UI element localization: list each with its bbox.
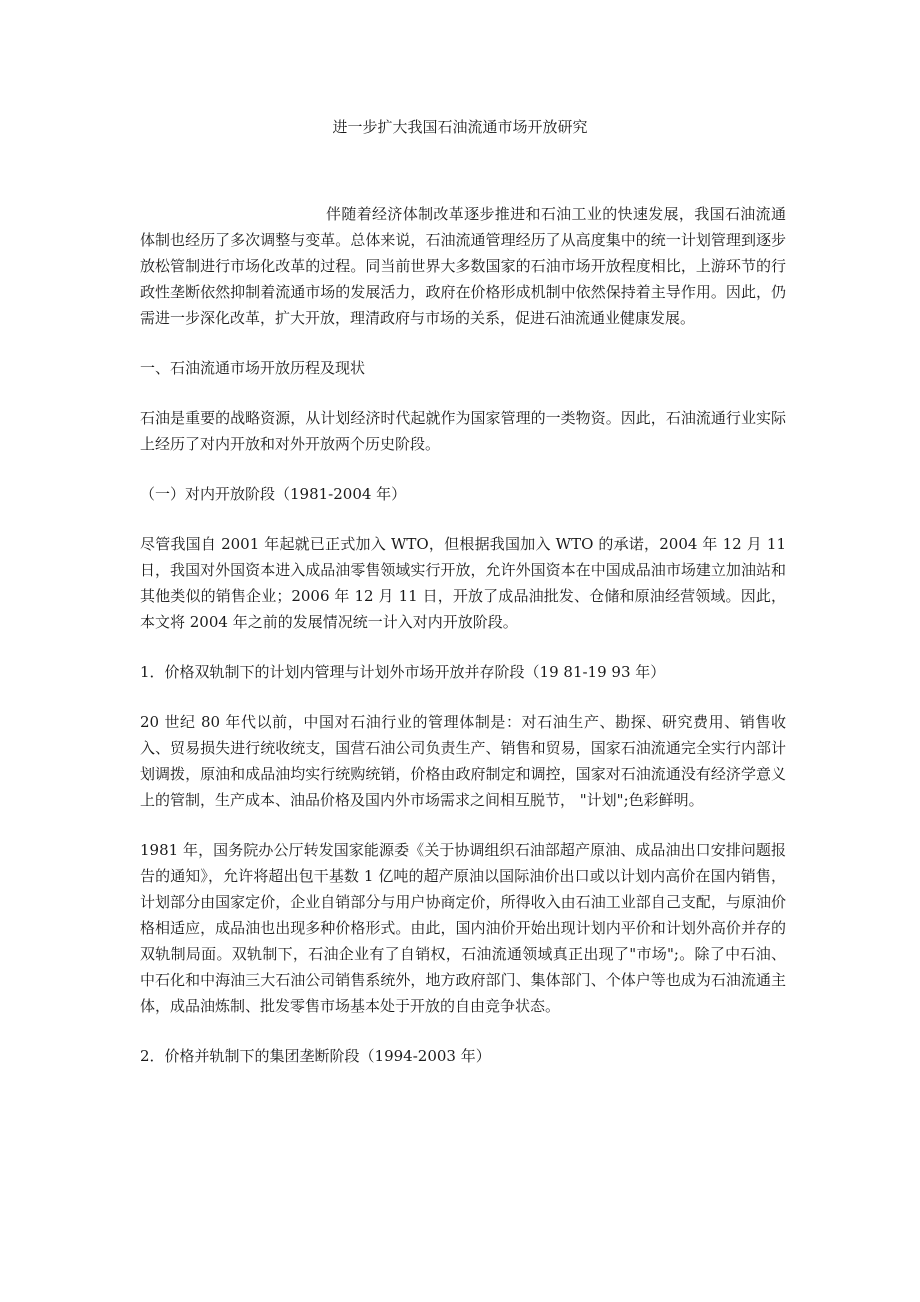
document-body xyxy=(140,201,786,1093)
document-title: 进一步扩大我国石油流通市场开放研究 xyxy=(332,118,588,136)
body-paragraph: 尽管我国自 2001 年起就已正式加入 WTO，但根据我国加入 WTO 的承诺，2004 年 12 月 11 日，我国对外国资本进入成品油零售领域实行开放，允许外国资本在中国成品油市场建立加油站和其他类似的销售企业；2006 年 12 月 11 日，开放了成品油批发、仓储和原油经营领域。因此，本文将 2004 年之前的发展情况统一计入对内开放阶段。 xyxy=(140,535,786,631)
subsection-heading-1: （一）对内开放阶段（1981-2004 年） xyxy=(140,485,407,503)
body-paragraph: 20 世纪 80 年代以前，中国对石油行业的管理体制是：对石油生产、勘探、研究费用、销售收入、贸易损失进行统收统支，国营石油公司负责生产、销售和贸易，国家石油流通完全实行内部计划调拨，原油和成品油均实行统购统销，价格由政府制定和调控，国家对石油流通没有经济学意义上的管制，生产成本、油品价格及国内外市场需求之间相互脱节， "计划";色彩鲜明。 xyxy=(140,713,786,809)
body-paragraph: 石油是重要的战略资源，从计划经济时代起就作为国家管理的一类物资。因此，石油流通行业实际上经历了对内开放和对外开放两个历史阶段。 xyxy=(140,409,786,453)
intro-paragraph: 伴随着经济体制改革逐步推进和石油工业的快速发展，我国石油流通体制也经历了多次调整与变革。总体来说，石油流通管理经历了从高度集中的统一计划管理到逐步放松管制进行市场化改革的过程。同当前世界大多数国家的石油市场开放程度相比，上游环节的行政性垄断依然抑制着流通市场的发展活力，政府在价格形成机制中依然保持着主导作用。因此，仍需进一步深化改革，扩大开放，理清政府与市场的关系，促进石油流通业健康发展。 xyxy=(140,205,786,327)
item-heading-2: 2．价格并轨制下的集团垄断阶段（1994-2003 年） xyxy=(140,1047,491,1065)
item-heading-1: 1．价格双轨制下的计划内管理与计划外市场开放并存阶段（19 81-19 93 年） xyxy=(140,663,666,681)
section-heading-1: 一、石油流通市场开放历程及现状 xyxy=(140,359,366,377)
body-paragraph: 1981 年，国务院办公厅转发国家能源委《关于协调组织石油部超产原油、成品油出口安排问题报告的通知》，允许将超出包干基数 1 亿吨的超产原油以国际油价出口或以计划内高价在国内销售，计划部分由国家定价，企业自销部分与用户协商定价，所得收入由石油工业部自己支配，与原油价格相适应，成品油也出现多种价格形式。由此，国内油价开始出现计划内平价和计划外高价并存的双轨制局面。双轨制下，石油企业有了自销权，石油流通领域真正出现了"市场";。除了中石油、中石化和中海油三大石油公司销售系统外，地方政府部门、集体部门、个体户等也成为石油流通主体，成品油炼制、批发零售市场基本处于开放的自由竞争状态。 xyxy=(140,841,786,1015)
